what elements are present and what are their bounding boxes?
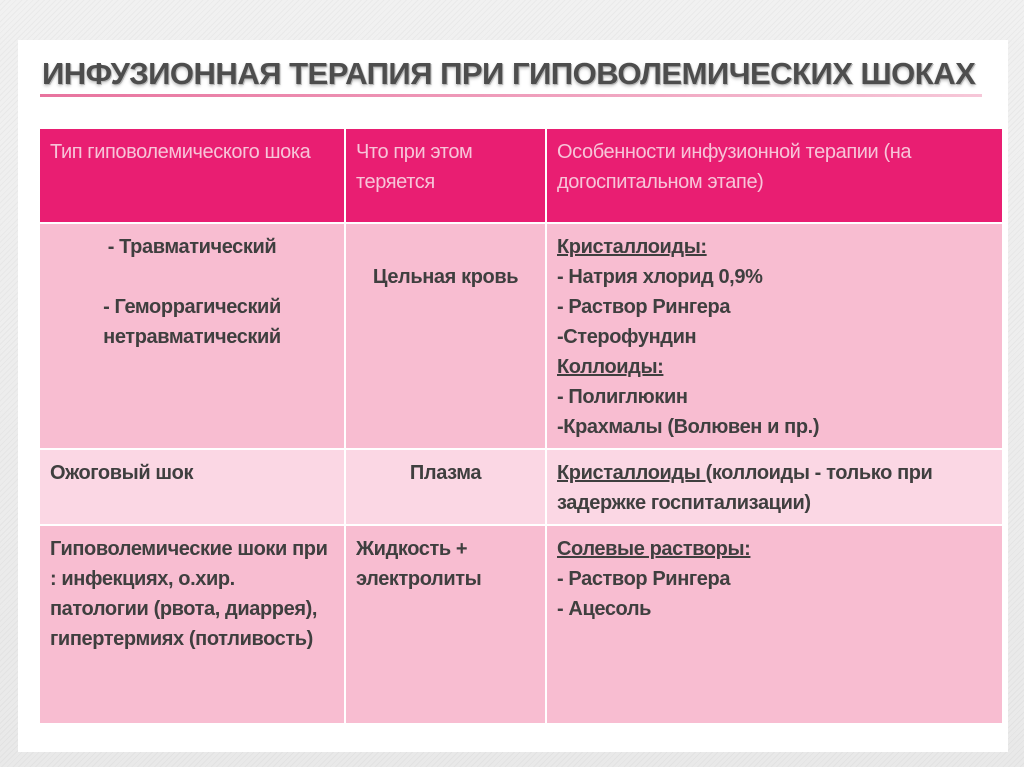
cell-shock-type — [39, 223, 345, 449]
table-header-row — [39, 128, 1003, 223]
table-row — [39, 449, 1003, 525]
cell-what-is-lost — [345, 223, 546, 449]
page-title: ИНФУЗИОННАЯ ТЕРАПИЯ ПРИ ГИПОВОЛЕМИЧЕСКИХ ШОКАХ — [42, 56, 976, 91]
therapy-note: (коллоиды - только при задержке госпитализации) — [557, 462, 933, 514]
therapy-item: - Раствор Рингера — [557, 296, 731, 318]
shock-type-line: нетравматический — [103, 326, 281, 348]
spacer — [50, 262, 334, 292]
therapy-item: - Полиглюкин — [557, 386, 688, 408]
therapy-item: - Натрия хлорид 0,9% — [557, 266, 763, 288]
header-what-is-lost: Что при этом теряется — [345, 128, 546, 223]
header-shock-type: Тип гиповолемического шока — [39, 128, 345, 223]
therapy-heading: Кристаллоиды — [557, 462, 706, 484]
cell-therapy — [546, 223, 1003, 449]
cell-shock-type: Ожоговый шок — [39, 449, 345, 525]
table-row — [39, 223, 1003, 449]
therapy-item: - Ацесоль — [557, 598, 652, 620]
cell-what-is-lost: Плазма — [345, 449, 546, 525]
shock-type-line: - Геморрагический — [103, 296, 281, 318]
infusion-table — [38, 127, 1004, 725]
shock-type-line: - Травматический — [107, 236, 277, 258]
cell-therapy — [546, 449, 1003, 525]
table-row — [39, 525, 1003, 724]
title-underline — [40, 94, 982, 97]
header-therapy-features: Особенности инфузионной терапии (на догоспитальном этапе) — [546, 128, 1003, 223]
cell-therapy — [546, 525, 1003, 724]
therapy-item: -Стерофундин — [557, 326, 697, 348]
therapy-item: - Раствор Рингера — [557, 568, 731, 590]
therapy-heading: Кристаллоиды: — [557, 236, 707, 258]
lost-text: Цельная кровь — [372, 266, 519, 288]
cell-shock-type: Гиповолемические шоки при : инфекциях, о.хир. патологии (рвота, диаррея), гипертермиях (потливость) — [39, 525, 345, 724]
therapy-item: -Крахмалы (Волювен и пр.) — [557, 416, 820, 438]
therapy-heading: Солевые растворы: — [557, 538, 751, 560]
cell-what-is-lost: Жидкость + электролиты — [345, 525, 546, 724]
therapy-heading: Коллоиды: — [557, 356, 664, 378]
